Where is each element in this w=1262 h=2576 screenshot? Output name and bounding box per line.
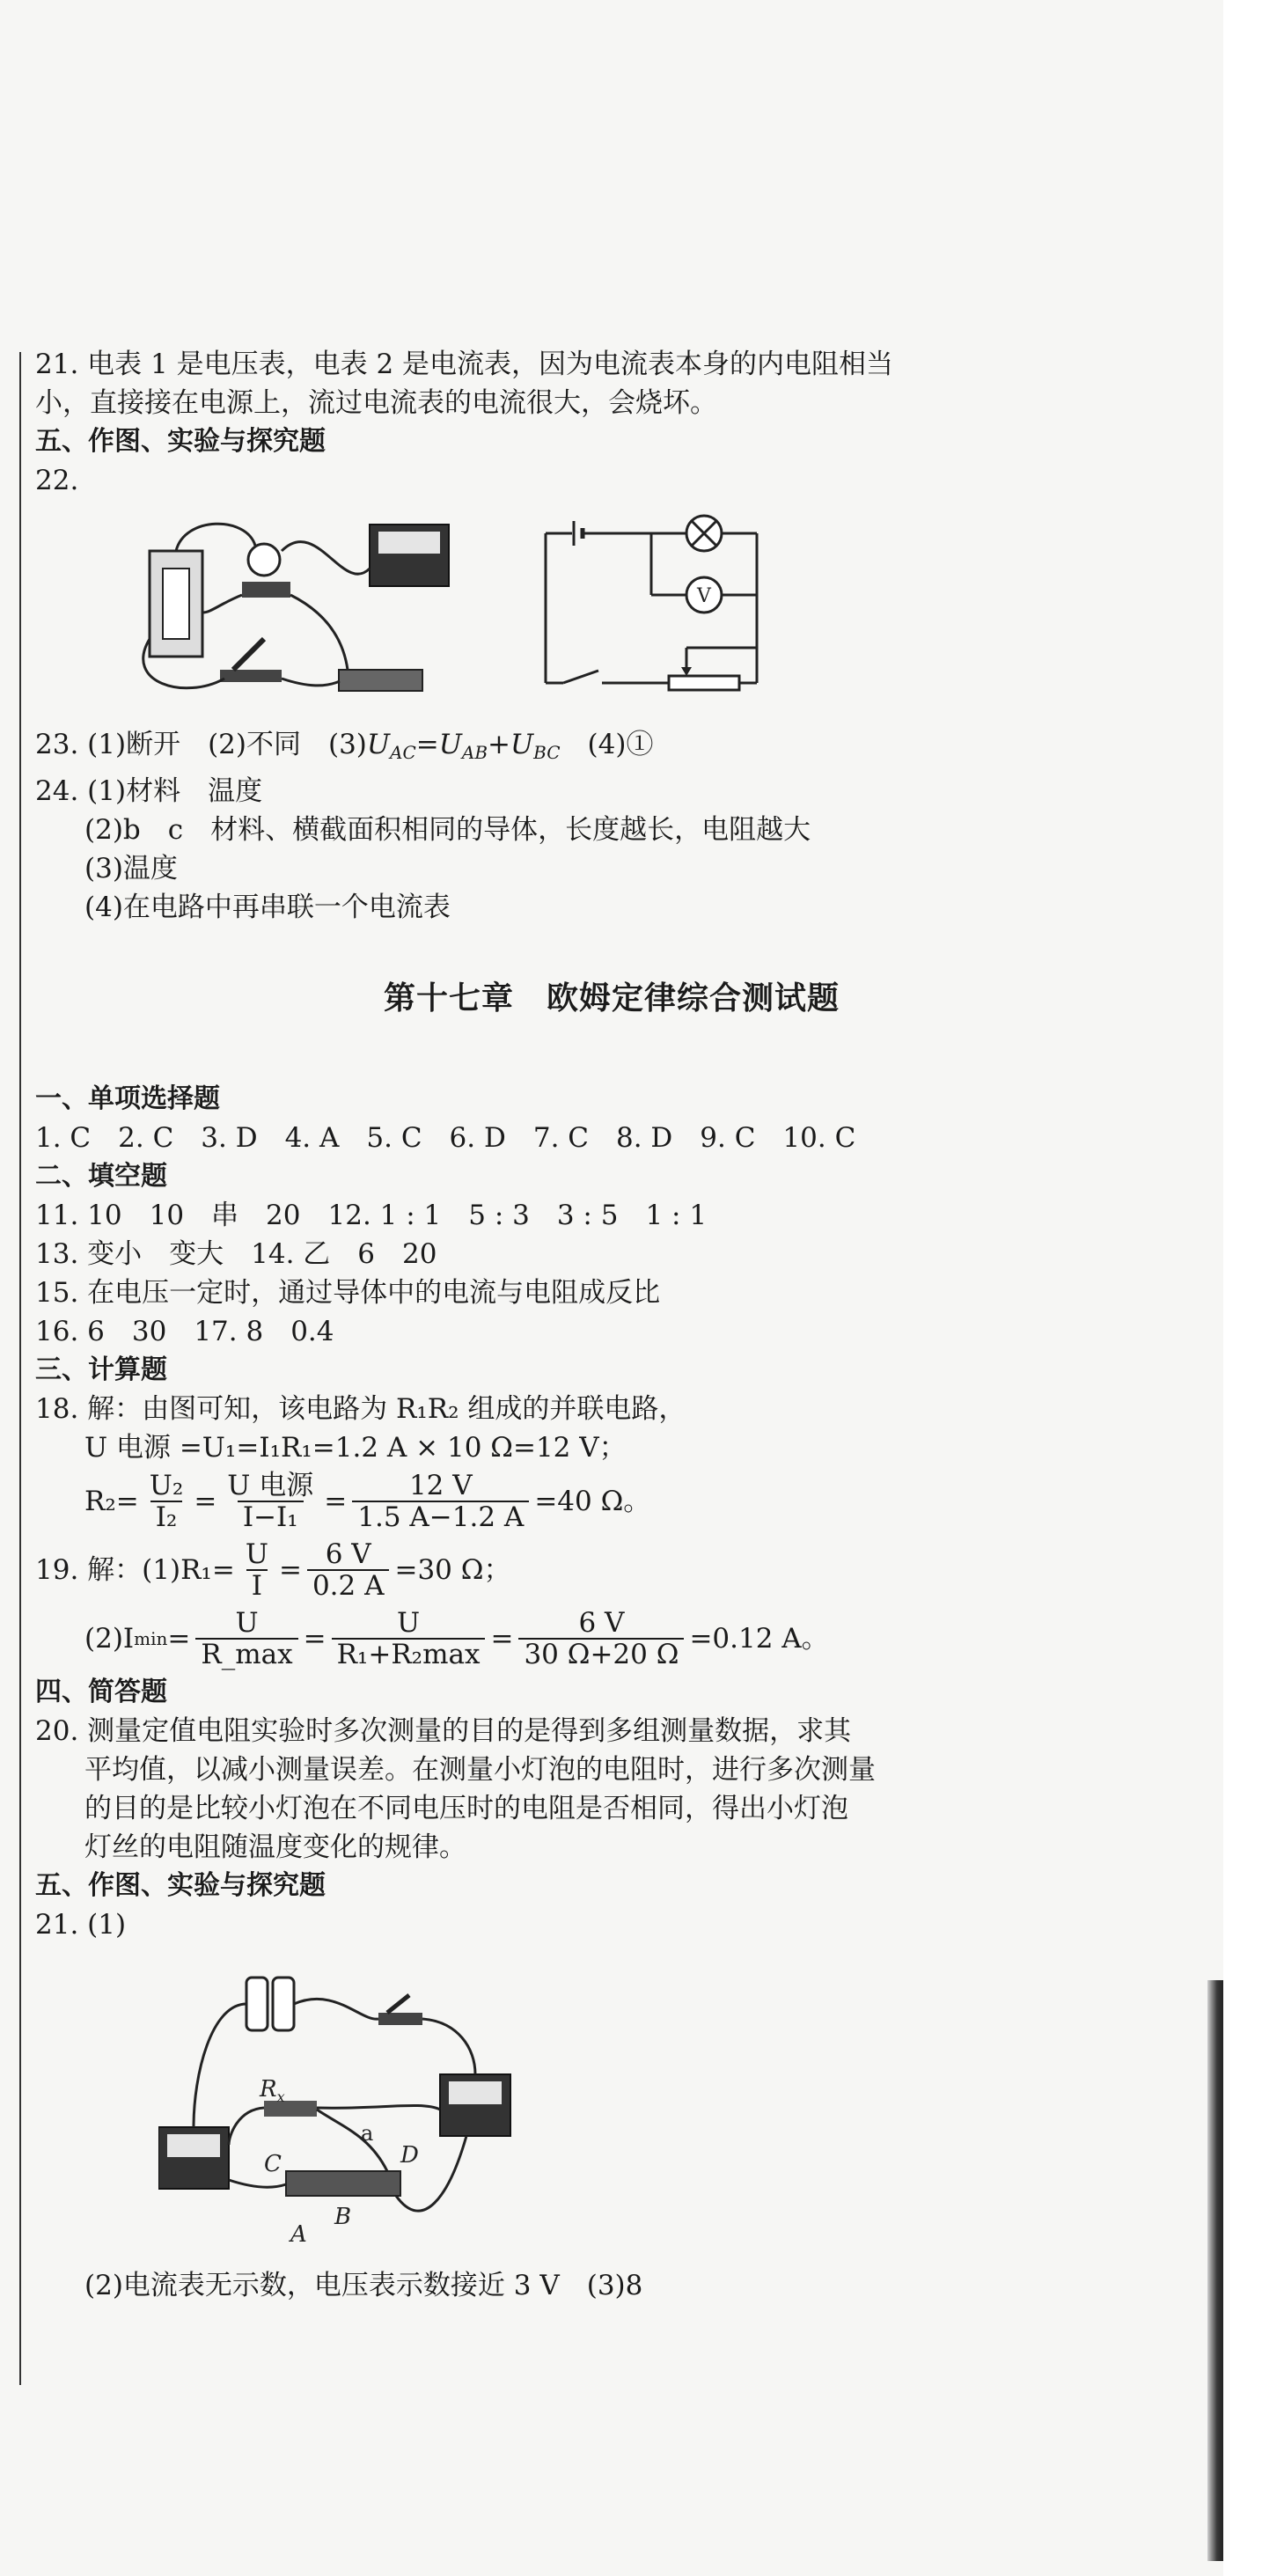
section-heading-5a: 五、作图、实验与探究题: [35, 426, 326, 457]
q21b-answer: (2)电流表无示数，电压表示数接近 3 V (3)8: [84, 2270, 643, 2301]
scan-edge-shadow: [1207, 1980, 1223, 2561]
q23-part-a: 23. (1)断开 (2)不同 (3): [35, 729, 367, 760]
q18-fraction-3: $\frac{12 V}{1.5 A-1.2 A}$: [352, 1471, 529, 1532]
chapter-title: 第十七章 欧姆定律综合测试题: [383, 980, 840, 1016]
rx-sub-label: x: [276, 2088, 285, 2105]
label-a: A: [290, 2221, 307, 2248]
voltmeter-label: V: [697, 585, 711, 607]
rx-label: R: [260, 2076, 277, 2103]
label-b: B: [334, 2204, 352, 2230]
fill-line-4: 16. 6 30 17. 8 0.4: [35, 1316, 334, 1347]
q24-line-2: (2)b c 材料、横截面积相同的导体，长度越长，电阻越大: [84, 814, 811, 846]
q19-equation-2: (2)I min = $\frac{U}{R\_\max}$ = $\frac{U}{\text{R₁+R₂max}}$ = $\frac{6 V}{30 \Omega+20 \Omega}$ =0.12 A。: [84, 1607, 829, 1670]
section-heading-2: 二、填空题: [35, 1161, 167, 1192]
circuit-diagram-figure: [510, 507, 792, 718]
answer-content: [35, 345, 1188, 2305]
q23-answer: 23. (1)断开 (2)不同 $(3)U_{AC}=U_{AB}+U_{BC}$ (4)①: [35, 729, 654, 763]
physical-circuit-figure: [114, 507, 484, 718]
q18-fraction-2: $\frac{\text{U 电源}}{\text{I−I₁}}$: [227, 1470, 314, 1533]
q20-line-1: 20. 测量定值电阻实验时多次测量的目的是得到多组测量数据，求其: [35, 1715, 852, 1747]
section-heading-3: 三、计算题: [35, 1354, 167, 1385]
q21-line-1: 21. 电表 1 是电压表，电表 2 是电流表，因为电流表本身的内电阻相当: [35, 349, 894, 380]
mc-answers: 1. C 2. C 3. D 4. A 5. C 6. D 7. C 8. D 9. C 10. C: [35, 1122, 856, 1154]
section-heading-5b: 五、作图、实验与探究题: [35, 1870, 326, 1901]
q19-2-fraction-b: $\frac{U}{\text{R₁+R₂max}}$: [332, 1608, 486, 1670]
q19-equation-1: 19. 解：(1)R₁= $\frac{U}{I}$ = $\frac{6 V}{0.2 A}$ =30 Ω；: [35, 1538, 511, 1602]
q21b-label: 21. (1): [35, 1909, 127, 1941]
q19-intro: 19. 解：(1)R₁=: [35, 1554, 235, 1586]
fill-line-3: 15. 在电压一定时，通过导体中的电流与电阻成反比: [35, 1277, 661, 1309]
q19-fraction-1: $\frac{U}{I}$: [245, 1538, 268, 1602]
label-d: D: [400, 2142, 419, 2169]
q18-r2: R₂=: [84, 1486, 139, 1517]
q24-line-3: (3)温度: [84, 853, 178, 884]
q18-intro: 18. 解：由图可知，该电路为 R₁R₂ 组成的并联电路，: [35, 1393, 686, 1425]
q19-2-result: =0.12 A。: [689, 1623, 829, 1655]
svg-text:Rx: [259, 2076, 285, 2105]
label-a-small: a: [361, 2121, 374, 2146]
q18-fraction-1: $\frac{\text{U₂}}{\text{I₂}}$: [149, 1470, 184, 1533]
q18-line-1: U 电源 =U₁=I₁R₁=1.2 A × 10 Ω=12 V；: [84, 1432, 627, 1464]
q18-result: =40 Ω。: [534, 1486, 651, 1517]
q19-r1-result: =30 Ω；: [394, 1554, 511, 1586]
q19-2-fraction-c: $\frac{6 V}{30 \Omega+20 \Omega}$: [518, 1608, 684, 1670]
q24-line-1: 24. (1)材料 温度: [35, 775, 263, 807]
q21-line-2: 小，直接接在电源上，流过电流表的电流很大，会烧坏。: [35, 387, 717, 419]
q22-figures: [114, 507, 1188, 718]
fill-line-1: 11. 10 10 串 20 12. 1 : 1 5 : 3 3 : 5 1 : 1: [35, 1200, 708, 1231]
q20-line-4: 灯丝的电阻随温度变化的规律。: [84, 1831, 466, 1863]
q19-2-intro: (2)I: [84, 1623, 135, 1655]
section-heading-4: 四、简答题: [35, 1677, 167, 1707]
section-heading-1: 一、单项选择题: [35, 1083, 220, 1114]
q19-fraction-2: $\frac{6 V}{0.2 A}$: [307, 1539, 390, 1601]
q20-line-2: 平均值，以减小测量误差。在测量小灯泡的电阻时，进行多次测量: [84, 1754, 876, 1786]
q20-line-3: 的目的是比较小灯泡在不同电压时的电阻是否相同，得出小灯泡: [84, 1793, 848, 1824]
label-c: C: [264, 2151, 282, 2177]
q23-part-b: (4)①: [560, 729, 654, 760]
experiment-wiring-figure: [158, 1969, 528, 2250]
scan-margin: [1223, 0, 1262, 2576]
fill-line-2: 13. 变小 变大 14. 乙 6 20: [35, 1238, 437, 1270]
q24-line-4: (4)在电路中再串联一个电流表: [84, 892, 451, 923]
q22-label: 22.: [35, 465, 79, 496]
q19-2-fraction-a: $\frac{U}{R\_\max}$: [195, 1608, 297, 1670]
q18-equation: R₂= $\frac{\text{U₂}}{\text{I₂}}$ = $\frac{\text{U 电源}}{\text{I−I₁}}$ = $\frac{12 V}{1.5 A-1.2 A}$ =40 Ω。: [84, 1470, 651, 1533]
left-margin-rule: [19, 352, 21, 2385]
